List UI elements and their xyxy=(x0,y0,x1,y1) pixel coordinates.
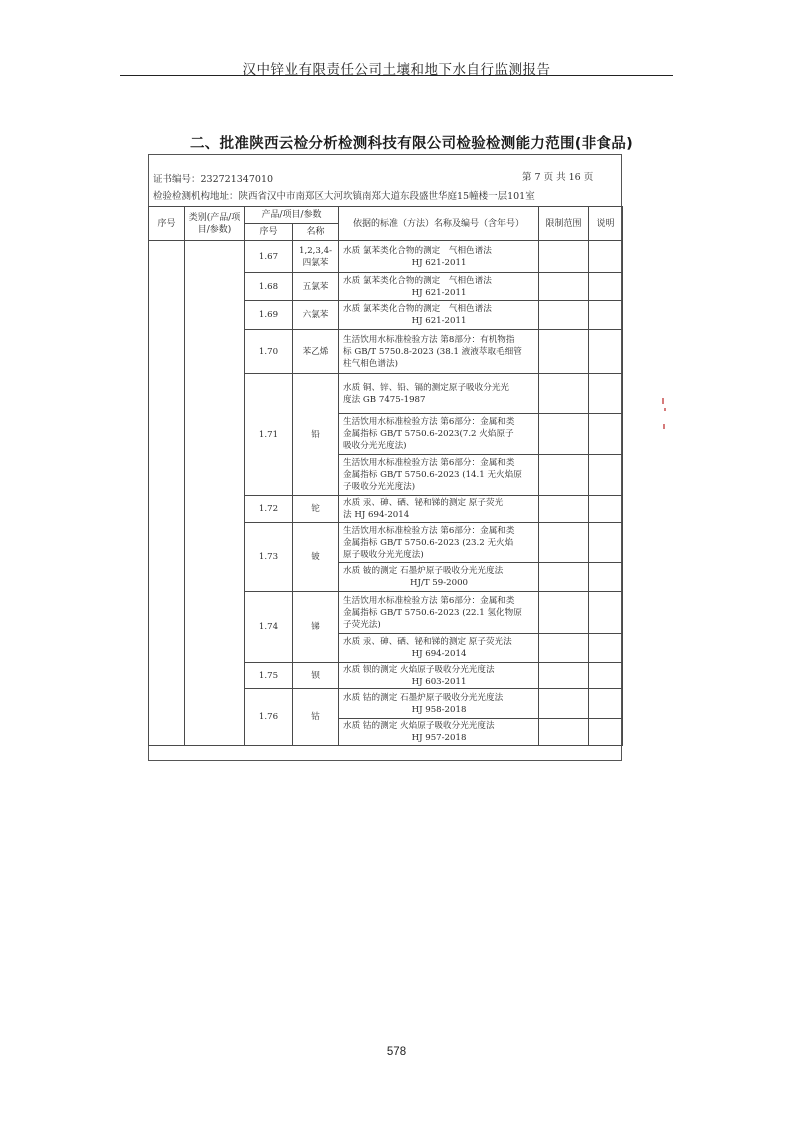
standard-cell xyxy=(339,374,539,414)
standard-line: 标 GB/T 5750.8-2023 (38.1 液液萃取毛细管 xyxy=(343,346,522,357)
standard-line: 子荧光法) xyxy=(343,619,381,630)
standard-line: 金属指标 GB/T 5750.6-2023 (14.1 无火焰原 xyxy=(343,470,522,480)
standard-line: HJ 621-2011 xyxy=(411,316,467,326)
standard-line: 水质 钴的测定 火焰原子吸收分光光度法 xyxy=(343,721,495,731)
limit-cell xyxy=(539,634,589,663)
standard-line: 法 HJ 694-2014 xyxy=(343,510,410,520)
standard-line: HJ 958-2018 xyxy=(411,704,467,715)
standard-line: 水质 钡的测定 火焰原子吸收分光光度法 xyxy=(343,664,495,675)
limit-cell xyxy=(539,592,589,634)
note-cell xyxy=(589,663,623,689)
note-cell xyxy=(589,241,623,273)
capability-scope-table xyxy=(148,206,623,746)
standard-line: 生活饮用水标准检验方法 第6部分：金属和类 xyxy=(343,525,515,536)
note-cell xyxy=(589,719,623,746)
param-seq-cell: 1.69 xyxy=(245,301,293,330)
col-header-category: 类别(产品/项目/参数) xyxy=(185,207,245,241)
standard-cell xyxy=(339,634,539,663)
limit-cell xyxy=(539,273,589,301)
standard-cell xyxy=(339,523,539,563)
standard-line: HJ 621-2011 xyxy=(411,287,467,298)
standard-line: 金属指标 GB/T 5750.6-2023 (23.2 无火焰 xyxy=(343,537,514,548)
category-cell xyxy=(185,241,245,746)
standard-line: 水质 汞、砷、硒、铋和锑的测定 原子荧光法 xyxy=(343,637,512,647)
standard-line: 原子吸收分光光度法) xyxy=(343,549,424,560)
limit-cell xyxy=(539,414,589,455)
standard-line: 子吸收分光光度法) xyxy=(343,482,416,492)
limit-cell xyxy=(539,241,589,273)
col-header-seq: 序号 xyxy=(149,207,185,241)
standard-cell xyxy=(339,241,539,273)
limit-cell xyxy=(539,663,589,689)
page-number: 578 xyxy=(386,1046,407,1058)
standard-line: 水质 氯苯类化合物的测定 气相色谱法 xyxy=(343,245,492,256)
standard-line: 水质 氯苯类化合物的测定 气相色谱法 xyxy=(343,304,492,314)
param-name-cell: 铊 xyxy=(293,496,339,523)
standard-line: 生活饮用水标准检验方法 第8部分：有机物指 xyxy=(343,334,515,345)
standard-cell xyxy=(339,330,539,374)
standard-line: 生活饮用水标准检验方法 第6部分：金属和类 xyxy=(343,417,515,427)
param-seq-cell: 1.76 xyxy=(245,689,293,746)
scan-mark xyxy=(663,424,665,429)
param-name-cell: 铅 xyxy=(293,374,339,496)
limit-cell xyxy=(539,523,589,563)
limit-cell xyxy=(539,719,589,746)
standard-cell xyxy=(339,414,539,455)
param-name-cell: 锑 xyxy=(293,592,339,663)
scan-mark xyxy=(662,398,664,404)
standard-line: 水质 铍的测定 石墨炉原子吸收分光光度法 xyxy=(343,566,504,576)
table-row xyxy=(149,241,623,273)
standard-line: 吸收分光光度法) xyxy=(343,441,407,451)
lab-address: 检验检测机构地址：陕西省汉中市南郑区大河坎镇南郑大道东段盛世华庭15幢楼一层101室 xyxy=(153,191,535,202)
limit-cell xyxy=(539,563,589,592)
standard-line: 度法 GB 7475-1987 xyxy=(343,394,426,405)
col-header-sub-name: 名称 xyxy=(293,224,339,241)
note-cell xyxy=(589,563,623,592)
param-name-cell: 钴 xyxy=(293,689,339,746)
standard-line: HJ 694-2014 xyxy=(411,649,467,659)
standard-line: 柱气相色谱法) xyxy=(343,358,398,369)
limit-cell xyxy=(539,374,589,414)
standard-line: 金属指标 GB/T 5750.6-2023(7.2 火焰原子 xyxy=(343,429,514,439)
col-header-limit: 限制范围 xyxy=(539,207,589,241)
param-seq-cell: 1.72 xyxy=(245,496,293,523)
param-name-cell: 五氯苯 xyxy=(293,273,339,301)
note-cell xyxy=(589,634,623,663)
note-cell xyxy=(589,523,623,563)
param-name-cell: 铍 xyxy=(293,523,339,592)
limit-cell xyxy=(539,330,589,374)
col-header-standard: 依据的标准（方法）名称及编号（含年号） xyxy=(339,207,539,241)
standard-line: 水质 铜、锌、铅、镉的测定原子吸收分光光 xyxy=(343,382,510,393)
standard-cell xyxy=(339,663,539,689)
standard-cell xyxy=(339,301,539,330)
limit-cell xyxy=(539,689,589,719)
standard-line: 水质 汞、砷、硒、铋和锑的测定 原子荧光 xyxy=(343,498,504,508)
param-name-cell: 苯乙烯 xyxy=(293,330,339,374)
note-cell xyxy=(589,374,623,414)
param-name-cell: 1,2,3,4-四氯苯 xyxy=(293,241,339,273)
limit-cell xyxy=(539,455,589,496)
standard-cell xyxy=(339,273,539,301)
note-cell xyxy=(589,301,623,330)
standard-line: 生活饮用水标准检验方法 第6部分：金属和类 xyxy=(343,458,515,468)
standard-cell xyxy=(339,719,539,746)
note-cell xyxy=(589,689,623,719)
note-cell xyxy=(589,496,623,523)
certificate-number: 证书编号：232721347010 xyxy=(153,174,274,185)
scan-mark xyxy=(664,408,666,411)
standard-line: 水质 钴的测定 石墨炉原子吸收分光光度法 xyxy=(343,692,504,703)
standard-cell xyxy=(339,689,539,719)
standard-line: 生活饮用水标准检验方法 第6部分：金属和类 xyxy=(343,595,515,606)
param-seq-cell: 1.74 xyxy=(245,592,293,663)
standard-line: HJ 957-2018 xyxy=(411,733,467,743)
note-cell xyxy=(589,592,623,634)
standard-line: 水质 氯苯类化合物的测定 气相色谱法 xyxy=(343,275,492,286)
param-seq-cell: 1.73 xyxy=(245,523,293,592)
note-cell xyxy=(589,330,623,374)
standard-cell xyxy=(339,455,539,496)
standard-cell xyxy=(339,496,539,523)
note-cell xyxy=(589,455,623,496)
param-seq-cell: 1.67 xyxy=(245,241,293,273)
running-header: 汉中锌业有限责任公司土壤和地下水自行监测报告 xyxy=(242,62,551,78)
param-seq-cell: 1.70 xyxy=(245,330,293,374)
col-header-product-param: 产品/项目/参数 xyxy=(245,207,339,224)
standard-line: HJ 603-2011 xyxy=(411,676,467,687)
seq-cell xyxy=(149,241,185,746)
standard-line: 金属指标 GB/T 5750.6-2023 (22.1 氢化物原 xyxy=(343,607,522,618)
standard-cell xyxy=(339,592,539,634)
standard-line: HJ 621-2011 xyxy=(411,257,467,268)
param-name-cell: 钡 xyxy=(293,663,339,689)
document-title: 二、批准陕西云检分析检测科技有限公司检验检测能力范围(非食品) xyxy=(190,136,634,152)
standard-line: HJ/T 59-2000 xyxy=(410,578,469,588)
param-name-cell: 六氯苯 xyxy=(293,301,339,330)
col-header-note: 说明 xyxy=(589,207,623,241)
param-seq-cell: 1.71 xyxy=(245,374,293,496)
param-seq-cell: 1.75 xyxy=(245,663,293,689)
page-info: 第 7 页 共 16 页 xyxy=(522,172,594,183)
header-rule xyxy=(120,75,673,76)
param-seq-cell: 1.68 xyxy=(245,273,293,301)
limit-cell xyxy=(539,496,589,523)
note-cell xyxy=(589,273,623,301)
col-header-sub-seq: 序号 xyxy=(245,224,293,241)
standard-cell xyxy=(339,563,539,592)
note-cell xyxy=(589,414,623,455)
limit-cell xyxy=(539,301,589,330)
